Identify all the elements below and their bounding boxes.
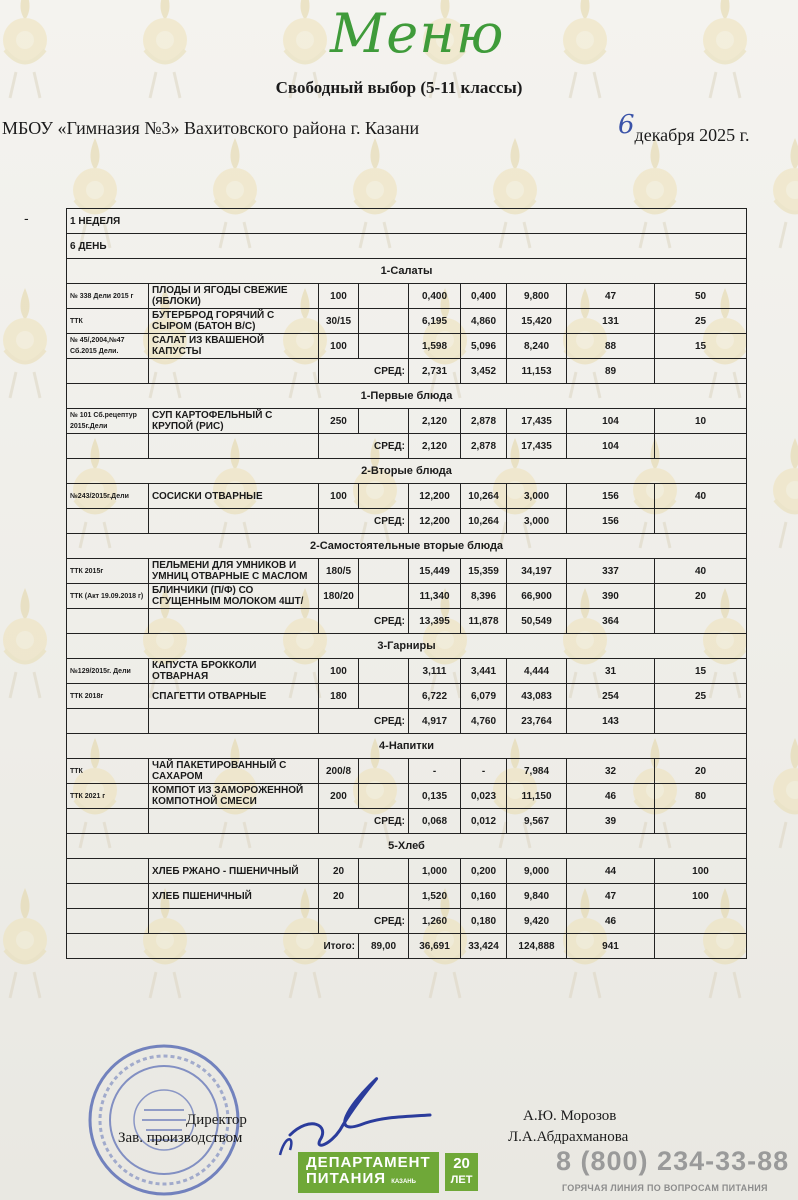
total-kcal: 941: [567, 934, 655, 959]
menu-item-row: [67, 409, 747, 434]
recipe-code: [67, 884, 149, 909]
day-header-row: [67, 234, 747, 259]
section-title: 1-Салаты: [67, 259, 747, 284]
watermark-emblem-icon: [0, 880, 70, 1020]
menu-date: [618, 110, 750, 148]
avg-protein: 2,120: [409, 434, 461, 459]
watermark-emblem-icon: [0, 0, 70, 120]
menu-item-row: [67, 684, 747, 709]
avg-carbs: 23,764: [507, 709, 567, 734]
price-cell: [359, 409, 409, 434]
empty-cell: [655, 934, 747, 959]
menu-item-row: [67, 559, 747, 584]
menu-item-row: [67, 784, 747, 809]
avg-kcal: 104: [567, 434, 655, 459]
fat-cell: 10,264: [461, 484, 507, 509]
section-average-row: [67, 809, 747, 834]
empty-cell: [149, 609, 319, 634]
dish-name: ПЛОДЫ И ЯГОДЫ СВЕЖИЕ (ЯБЛОКИ): [149, 284, 319, 309]
date-day-handwritten: 6: [618, 110, 635, 140]
handwritten-menu-title: Меню: [330, 2, 505, 65]
empty-cell: [67, 509, 149, 534]
price-cell: [359, 309, 409, 334]
protein-cell: 11,340: [409, 584, 461, 609]
kcal-cell: 88: [567, 334, 655, 359]
avg-fat: 4,760: [461, 709, 507, 734]
portion-yield: 20: [319, 884, 359, 909]
recipe-code: № 45/,2004,№47 Сб.2015 Дели.: [67, 334, 149, 359]
kcal-cell: 337: [567, 559, 655, 584]
avg-kcal: 39: [567, 809, 655, 834]
protein-cell: 12,200: [409, 484, 461, 509]
extra-cell: 10: [655, 409, 747, 434]
total-fat: 33,424: [461, 934, 507, 959]
total-label: Итого:: [67, 934, 359, 959]
avg-kcal: 143: [567, 709, 655, 734]
price-cell: [359, 334, 409, 359]
empty-cell: [67, 434, 149, 459]
director-signature: [270, 1055, 450, 1165]
menu-item-row: [67, 759, 747, 784]
week-label: 1 НЕДЕЛЯ: [67, 209, 747, 234]
director-label: Директор: [186, 1112, 247, 1128]
section-title: 2-Самостоятельные вторые блюда: [67, 534, 747, 559]
menu-item-row: [67, 659, 747, 684]
watermark-emblem-icon: [0, 580, 70, 720]
recipe-code: ТТК 2021 г: [67, 784, 149, 809]
avg-fat: 10,264: [461, 509, 507, 534]
section-title: 3-Гарниры: [67, 634, 747, 659]
price-cell: [359, 759, 409, 784]
extra-cell: 15: [655, 334, 747, 359]
section-header-row: [67, 459, 747, 484]
logo-text-block: ДЕПАРТАМЕНТ ПИТАНИЯ КАЗАНЬ: [298, 1152, 439, 1193]
protein-cell: 1,520: [409, 884, 461, 909]
avg-carbs: 9,567: [507, 809, 567, 834]
price-cell: [359, 859, 409, 884]
protein-cell: 3,111: [409, 659, 461, 684]
avg-fat: 11,878: [461, 609, 507, 634]
recipe-code: [67, 859, 149, 884]
dish-name: СУП КАРТОФЕЛЬНЫЙ С КРУПОЙ (РИС): [149, 409, 319, 434]
menu-item-row: [67, 484, 747, 509]
carbs-cell: 7,984: [507, 759, 567, 784]
avg-fat: 0,180: [461, 909, 507, 934]
extra-cell: 40: [655, 484, 747, 509]
menu-item-row: [67, 859, 747, 884]
kcal-cell: 254: [567, 684, 655, 709]
fat-cell: 6,079: [461, 684, 507, 709]
price-cell: [359, 784, 409, 809]
section-header-row: [67, 534, 747, 559]
avg-carbs: 17,435: [507, 434, 567, 459]
portion-yield: 100: [319, 659, 359, 684]
portion-yield: 250: [319, 409, 359, 434]
extra-cell: 40: [655, 559, 747, 584]
carbs-cell: 9,000: [507, 859, 567, 884]
carbs-cell: 9,800: [507, 284, 567, 309]
dish-name: ХЛЕБ РЖАНО - ПШЕНИЧНЫЙ: [149, 859, 319, 884]
kcal-cell: 44: [567, 859, 655, 884]
price-cell: [359, 659, 409, 684]
day-label: 6 ДЕНЬ: [67, 234, 747, 259]
protein-cell: 0,135: [409, 784, 461, 809]
protein-cell: 6,722: [409, 684, 461, 709]
total-protein: 36,691: [409, 934, 461, 959]
section-average-row: [67, 909, 747, 934]
dish-name: КОМПОТ ИЗ ЗАМОРОЖЕННОЙ КОМПОТНОЙ СМЕСИ: [149, 784, 319, 809]
section-title: 4-Напитки: [67, 734, 747, 759]
recipe-code: №243/2015г.Дели: [67, 484, 149, 509]
recipe-code: № 338 Дели 2015 г: [67, 284, 149, 309]
recipe-code: ТТК: [67, 309, 149, 334]
price-cell: [359, 484, 409, 509]
menu-item-row: [67, 884, 747, 909]
production-head-label: Зав. производством: [118, 1130, 243, 1146]
watermark-emblem-icon: [680, 0, 770, 120]
portion-yield: 100: [319, 484, 359, 509]
kcal-cell: 104: [567, 409, 655, 434]
protein-cell: 1,598: [409, 334, 461, 359]
section-header-row: [67, 384, 747, 409]
avg-protein: 2,731: [409, 359, 461, 384]
recipe-code: ТТК 2018г: [67, 684, 149, 709]
portion-yield: 100: [319, 334, 359, 359]
portion-yield: 100: [319, 284, 359, 309]
fat-cell: 5,096: [461, 334, 507, 359]
section-header-row: [67, 734, 747, 759]
avg-carbs: 11,153: [507, 359, 567, 384]
total-row: [67, 934, 747, 959]
avg-carbs: 9,420: [507, 909, 567, 934]
section-average-row: [67, 359, 747, 384]
protein-cell: 6,195: [409, 309, 461, 334]
dish-name: СПАГЕТТИ ОТВАРНЫЕ: [149, 684, 319, 709]
empty-cell: [655, 434, 747, 459]
avg-fat: 0,012: [461, 809, 507, 834]
watermark-emblem-icon: [540, 0, 630, 120]
fat-cell: 2,878: [461, 409, 507, 434]
empty-cell: [655, 809, 747, 834]
dish-name: БУТЕРБРОД ГОРЯЧИЙ С СЫРОМ (БАТОН В/С): [149, 309, 319, 334]
avg-carbs: 3,000: [507, 509, 567, 534]
section-header-row: [67, 259, 747, 284]
average-label: СРЕД:: [319, 809, 409, 834]
recipe-code: ТТК (Акт 19.09.2018 г): [67, 584, 149, 609]
page-subtitle: Свободный выбор (5-11 классы): [275, 78, 523, 97]
fat-cell: 3,441: [461, 659, 507, 684]
dish-name: СОСИСКИ ОТВАРНЫЕ: [149, 484, 319, 509]
average-label: СРЕД:: [319, 509, 409, 534]
watermark-emblem-icon: [750, 430, 798, 570]
section-title: 1-Первые блюда: [67, 384, 747, 409]
carbs-cell: 4,444: [507, 659, 567, 684]
carbs-cell: 15,420: [507, 309, 567, 334]
fat-cell: 0,160: [461, 884, 507, 909]
carbs-cell: 11,150: [507, 784, 567, 809]
dish-name: КАПУСТА БРОККОЛИ ОТВАРНАЯ: [149, 659, 319, 684]
extra-cell: 100: [655, 859, 747, 884]
section-header-row: [67, 834, 747, 859]
portion-yield: 30/15: [319, 309, 359, 334]
portion-yield: 180/20: [319, 584, 359, 609]
empty-cell: [655, 609, 747, 634]
section-average-row: [67, 709, 747, 734]
empty-cell: [67, 909, 149, 934]
fat-cell: 8,396: [461, 584, 507, 609]
fat-cell: 0,400: [461, 284, 507, 309]
fat-cell: 0,023: [461, 784, 507, 809]
avg-kcal: 46: [567, 909, 655, 934]
extra-cell: 20: [655, 759, 747, 784]
portion-yield: 200/8: [319, 759, 359, 784]
section-title: 2-Вторые блюда: [67, 459, 747, 484]
kcal-cell: 46: [567, 784, 655, 809]
watermark-emblem-icon: [120, 0, 210, 120]
empty-cell: [67, 359, 149, 384]
average-label: СРЕД:: [319, 434, 409, 459]
carbs-cell: 43,083: [507, 684, 567, 709]
menu-item-row: [67, 309, 747, 334]
carbs-cell: 9,840: [507, 884, 567, 909]
fat-cell: -: [461, 759, 507, 784]
empty-cell: [655, 509, 747, 534]
price-cell: [359, 884, 409, 909]
avg-fat: 2,878: [461, 434, 507, 459]
extra-cell: 80: [655, 784, 747, 809]
empty-cell: [149, 809, 319, 834]
empty-cell: [655, 709, 747, 734]
avg-kcal: 156: [567, 509, 655, 534]
production-head-name: Л.А.Абдрахманова: [508, 1129, 629, 1145]
price-cell: [359, 559, 409, 584]
recipe-code: ТТК 2015г: [67, 559, 149, 584]
director-name: А.Ю. Морозов: [523, 1108, 617, 1124]
avg-fat: 3,452: [461, 359, 507, 384]
portion-yield: 180: [319, 684, 359, 709]
logo-anniversary-badge: 20 ЛЕТ: [445, 1153, 479, 1191]
avg-protein: 13,395: [409, 609, 461, 634]
recipe-code: № 101 Сб.рецептур 2015г.Дели: [67, 409, 149, 434]
empty-cell: [655, 909, 747, 934]
fat-cell: 0,200: [461, 859, 507, 884]
fat-cell: 15,359: [461, 559, 507, 584]
section-average-row: [67, 434, 747, 459]
kcal-cell: 47: [567, 884, 655, 909]
average-label: СРЕД:: [319, 359, 409, 384]
total-carbs: 124,888: [507, 934, 567, 959]
price-cell: [359, 584, 409, 609]
empty-cell: [67, 609, 149, 634]
empty-cell: [67, 709, 149, 734]
dish-name: ПЕЛЬМЕНИ ДЛЯ УМНИКОВ И УМНИЦ ОТВАРНЫЕ С МАСЛОМ: [149, 559, 319, 584]
menu-item-row: [67, 584, 747, 609]
carbs-cell: 17,435: [507, 409, 567, 434]
extra-cell: 15: [655, 659, 747, 684]
menu-table: [66, 208, 747, 959]
recipe-code: №129/2015г. Дели: [67, 659, 149, 684]
carbs-cell: 34,197: [507, 559, 567, 584]
protein-cell: 0,400: [409, 284, 461, 309]
price-cell: [359, 284, 409, 309]
empty-cell: [149, 434, 319, 459]
avg-protein: 0,068: [409, 809, 461, 834]
average-label: СРЕД:: [319, 709, 409, 734]
section-title: 5-Хлеб: [67, 834, 747, 859]
recipe-code: ТТК: [67, 759, 149, 784]
portion-yield: 200: [319, 784, 359, 809]
school-name: МБОУ «Гимназия №3» Вахитовского района г. Казани: [2, 118, 420, 138]
empty-cell: [149, 509, 319, 534]
avg-protein: 12,200: [409, 509, 461, 534]
kcal-cell: 156: [567, 484, 655, 509]
empty-cell: [67, 809, 149, 834]
protein-cell: 15,449: [409, 559, 461, 584]
section-header-row: [67, 634, 747, 659]
extra-cell: 25: [655, 309, 747, 334]
hotline-caption: ГОРЯЧАЯ ЛИНИЯ ПО ВОПРОСАМ ПИТАНИЯ: [562, 1183, 768, 1193]
margin-dash: -: [24, 210, 29, 226]
average-label: СРЕД:: [319, 909, 409, 934]
average-label: СРЕД:: [319, 609, 409, 634]
protein-cell: 2,120: [409, 409, 461, 434]
kcal-cell: 31: [567, 659, 655, 684]
avg-carbs: 50,549: [507, 609, 567, 634]
price-cell: [359, 684, 409, 709]
empty-cell: [149, 709, 319, 734]
watermark-emblem-icon: [750, 130, 798, 270]
avg-kcal: 89: [567, 359, 655, 384]
section-average-row: [67, 509, 747, 534]
extra-cell: 100: [655, 884, 747, 909]
empty-cell: [149, 909, 319, 934]
avg-protein: 4,917: [409, 709, 461, 734]
department-logo: [298, 1152, 478, 1192]
kcal-cell: 32: [567, 759, 655, 784]
menu-item-row: [67, 284, 747, 309]
dish-name: САЛАТ ИЗ КВАШЕНОЙ КАПУСТЫ: [149, 334, 319, 359]
extra-cell: 20: [655, 584, 747, 609]
section-average-row: [67, 609, 747, 634]
watermark-emblem-icon: [0, 280, 70, 420]
hotline-phone[interactable]: 8 (800) 234-33-88: [556, 1146, 790, 1176]
avg-protein: 1,260: [409, 909, 461, 934]
kcal-cell: 47: [567, 284, 655, 309]
dish-name: ХЛЕБ ПШЕНИЧНЫЙ: [149, 884, 319, 909]
protein-cell: 1,000: [409, 859, 461, 884]
week-header-row: [67, 209, 747, 234]
avg-kcal: 364: [567, 609, 655, 634]
watermark-emblem-icon: [750, 730, 798, 870]
kcal-cell: 131: [567, 309, 655, 334]
empty-cell: [655, 359, 747, 384]
carbs-cell: 8,240: [507, 334, 567, 359]
portion-yield: 20: [319, 859, 359, 884]
protein-cell: -: [409, 759, 461, 784]
extra-cell: 50: [655, 284, 747, 309]
empty-cell: [149, 359, 319, 384]
dish-name: БЛИНЧИКИ (П/Ф) СО СГУЩЕННЫМ МОЛОКОМ 4ШТ/: [149, 584, 319, 609]
extra-cell: 25: [655, 684, 747, 709]
date-month-year: декабря 2025 г.: [634, 125, 750, 145]
total-price: 89,00: [359, 934, 409, 959]
carbs-cell: 3,000: [507, 484, 567, 509]
portion-yield: 180/5: [319, 559, 359, 584]
dish-name: ЧАЙ ПАКЕТИРОВАННЫЙ С САХАРОМ: [149, 759, 319, 784]
fat-cell: 4,860: [461, 309, 507, 334]
carbs-cell: 66,900: [507, 584, 567, 609]
kcal-cell: 390: [567, 584, 655, 609]
menu-item-row: [67, 334, 747, 359]
